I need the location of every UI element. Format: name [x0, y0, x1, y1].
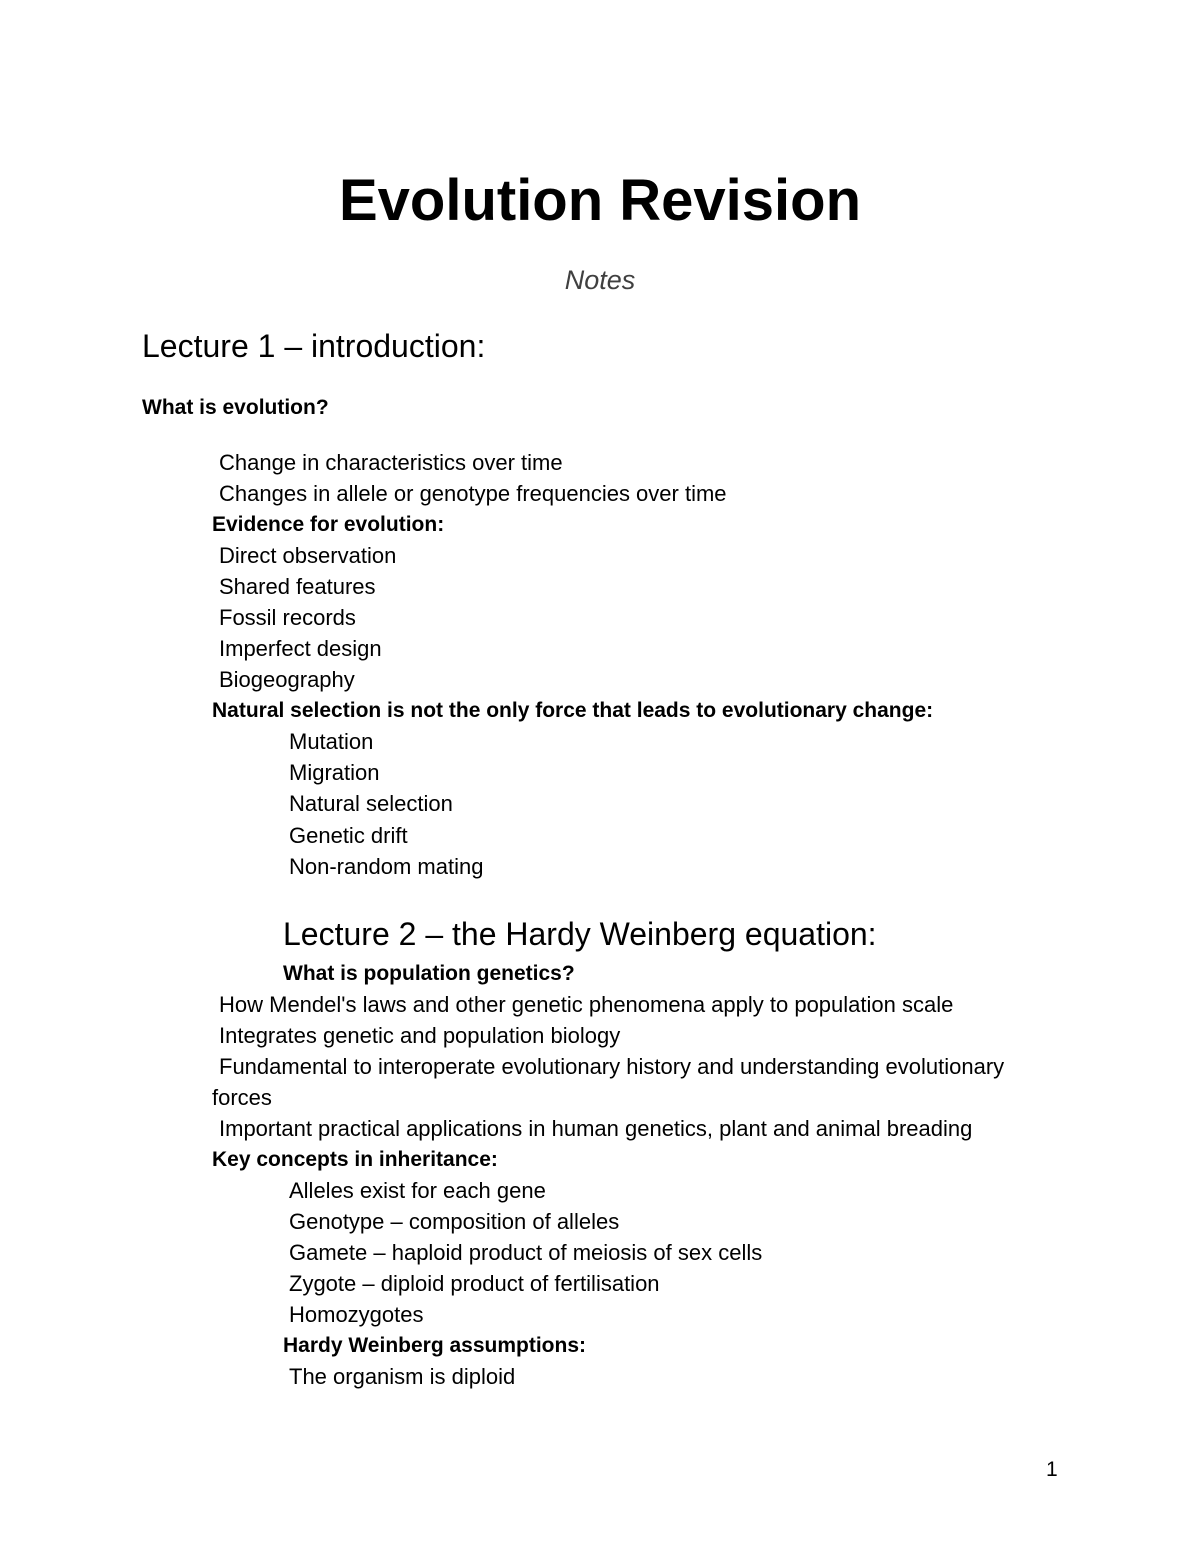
concept-item: Alleles exist for each gene	[289, 1178, 546, 1203]
evidence-item: Fossil records	[219, 605, 356, 630]
concepts-heading: Key concepts in inheritance:	[212, 1148, 498, 1171]
population-genetics-point: Important practical applications in human genetics, plant and animal breading	[219, 1116, 973, 1141]
definition-item: Change in characteristics over time	[219, 450, 563, 475]
definition-item: Changes in allele or genotype frequencies over time	[219, 481, 727, 506]
population-genetics-point: How Mendel's laws and other genetic phenomena apply to population scale	[219, 992, 954, 1017]
forces-heading: Natural selection is not the only force that leads to evolutionary change:	[212, 699, 934, 722]
page-number: 1	[1046, 1458, 1058, 1481]
population-genetics-point: Fundamental to interoperate evolutionary history and understanding evolutionary	[219, 1054, 1005, 1079]
concept-item: Homozygotes	[289, 1302, 424, 1327]
force-item: Migration	[289, 760, 380, 785]
lecture-1-question: What is evolution?	[142, 396, 329, 419]
evidence-heading: Evidence for evolution:	[212, 513, 445, 536]
evidence-item: Shared features	[219, 574, 376, 599]
concept-item: Gamete – haploid product of meiosis of sex cells	[289, 1240, 763, 1265]
force-item: Mutation	[289, 729, 374, 754]
evidence-item: Imperfect design	[219, 636, 382, 661]
force-item: Non-random mating	[289, 854, 484, 879]
population-genetics-point: Integrates genetic and population biology	[219, 1023, 621, 1048]
assumption-item: The organism is diploid	[289, 1364, 516, 1389]
evidence-item: Biogeography	[219, 667, 355, 692]
document-title: Evolution Revision	[338, 168, 862, 233]
document-subtitle: Notes	[564, 265, 636, 295]
force-item: Natural selection	[289, 791, 453, 816]
population-genetics-point-continuation: forces	[212, 1085, 272, 1110]
concept-item: Genotype – composition of alleles	[289, 1209, 620, 1234]
lecture-1-heading: Lecture 1 – introduction:	[142, 328, 486, 364]
assumptions-heading: Hardy Weinberg assumptions:	[283, 1334, 587, 1357]
lecture-2-heading: Lecture 2 – the Hardy Weinberg equation:	[283, 916, 877, 952]
concept-item: Zygote – diploid product of fertilisation	[289, 1271, 660, 1296]
evidence-item: Direct observation	[219, 543, 397, 568]
force-item: Genetic drift	[289, 823, 408, 848]
lecture-2-question: What is population genetics?	[283, 962, 575, 985]
